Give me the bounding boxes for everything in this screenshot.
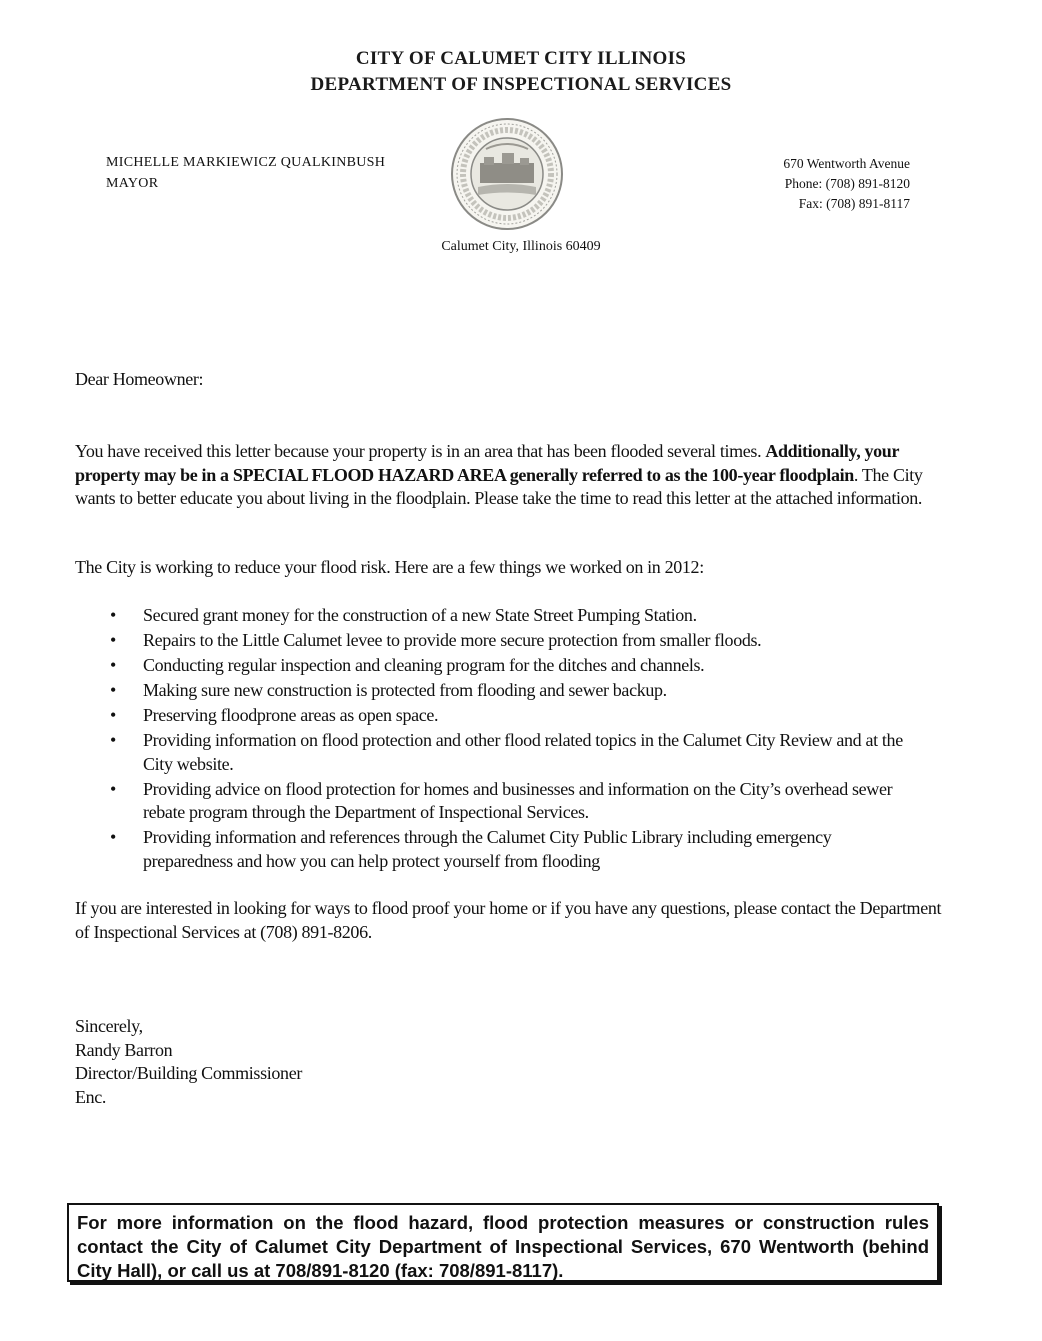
signer-name: Randy Barron	[75, 1039, 173, 1060]
list-item	[110, 654, 920, 678]
paragraph-contact: If you are interested in looking for ways to flood proof your home or if you have any questions, please contact the Department of Inspectional Services at (708) 891-8206.	[75, 898, 942, 942]
list-item-text: Providing information on flood protection and other flood related topics in the Calumet City Review and at the City website.	[143, 730, 903, 774]
intro-text-continued: . The City wants to better educate you about living in the floodplain. Please take the time to read this letter at the attached information.	[75, 464, 923, 508]
address-line: 670 Wentworth Avenue	[783, 156, 910, 171]
list-item	[110, 679, 920, 703]
list-item-text: Conducting regular inspection and cleaning program for the ditches and channels.	[143, 655, 705, 675]
bullet-icon: •	[110, 630, 116, 650]
mayor-title: MAYOR	[106, 176, 159, 191]
letterhead-city: CITY OF CALUMET CITY ILLINOIS	[355, 48, 687, 69]
letterhead-department: DEPARTMENT OF INSPECTIONAL SERVICES	[310, 74, 732, 95]
bullet-icon: •	[110, 705, 116, 725]
list-item-text: Providing information and references through the Calumet City Public Library including emergency preparedness and how you can help protect yourself from flooding	[143, 827, 832, 871]
bullet-icon: •	[110, 680, 116, 700]
bullet-icon: •	[110, 778, 116, 799]
info-box: For more information on the flood hazard, flood protection measures or construction rules contact the City of Calumet City Department of Inspectional Services, 670 Wentworth (behind City Hall), or call us at 708/891-8120 (fax: 708/891-8117).	[67, 1203, 939, 1282]
bullet-icon: •	[110, 827, 116, 847]
signer-title: Director/Building Commissioner	[75, 1063, 302, 1083]
list-item	[110, 629, 920, 653]
list-item	[110, 826, 920, 873]
mayor-block	[106, 152, 385, 194]
list-item-text: Secured grant money for the construction of a new State Street Pumping Station.	[143, 605, 697, 625]
closing-line: Sincerely,	[75, 1016, 143, 1036]
intro-emphasis: Additionally, your property may be in a SPECIAL FLOOD HAZARD AREA generally referred to as the 100-year floodplain	[75, 441, 899, 485]
fax-line: Fax: (708) 891-8117	[798, 196, 910, 211]
list-item-text: Preserving floodprone areas as open space.	[143, 705, 439, 725]
bullet-icon: •	[110, 730, 116, 750]
list-item-text: Repairs to the Little Calumet levee to provide more secure protection from smaller floods.	[143, 630, 762, 650]
contact-block	[783, 154, 910, 214]
salutation: Dear Homeowner:	[75, 369, 204, 389]
bullet-icon: •	[110, 605, 116, 625]
paragraph-intro	[75, 440, 955, 511]
list-item	[110, 704, 920, 728]
phone-line: Phone: (708) 891-8120	[784, 176, 910, 191]
list-item-text: Making sure new construction is protected from flooding and sewer backup.	[143, 680, 667, 700]
city-state-zip: Calumet City, Illinois 60409	[441, 239, 601, 254]
signature-block	[75, 1015, 302, 1109]
paragraph-work-list-intro: The City is working to reduce your flood risk. Here are a few things we worked on in 2012:	[75, 557, 704, 577]
enclosure-note: Enc.	[75, 1086, 107, 1107]
list-item	[110, 729, 920, 776]
work-list	[110, 604, 920, 875]
list-item	[110, 604, 920, 628]
city-seal-icon	[450, 117, 564, 231]
mayor-name: MICHELLE MARKIEWICZ QUALKINBUSH	[106, 155, 386, 170]
intro-text: You have received this letter because your property is in an area that has been flooded several times.	[75, 441, 766, 461]
list-item-text: Providing advice on flood protection for homes and businesses and information on the City’s overhead sewer rebate program through the Department of Inspectional Services.	[143, 778, 893, 822]
bullet-icon: •	[110, 655, 116, 675]
list-item	[110, 778, 920, 825]
